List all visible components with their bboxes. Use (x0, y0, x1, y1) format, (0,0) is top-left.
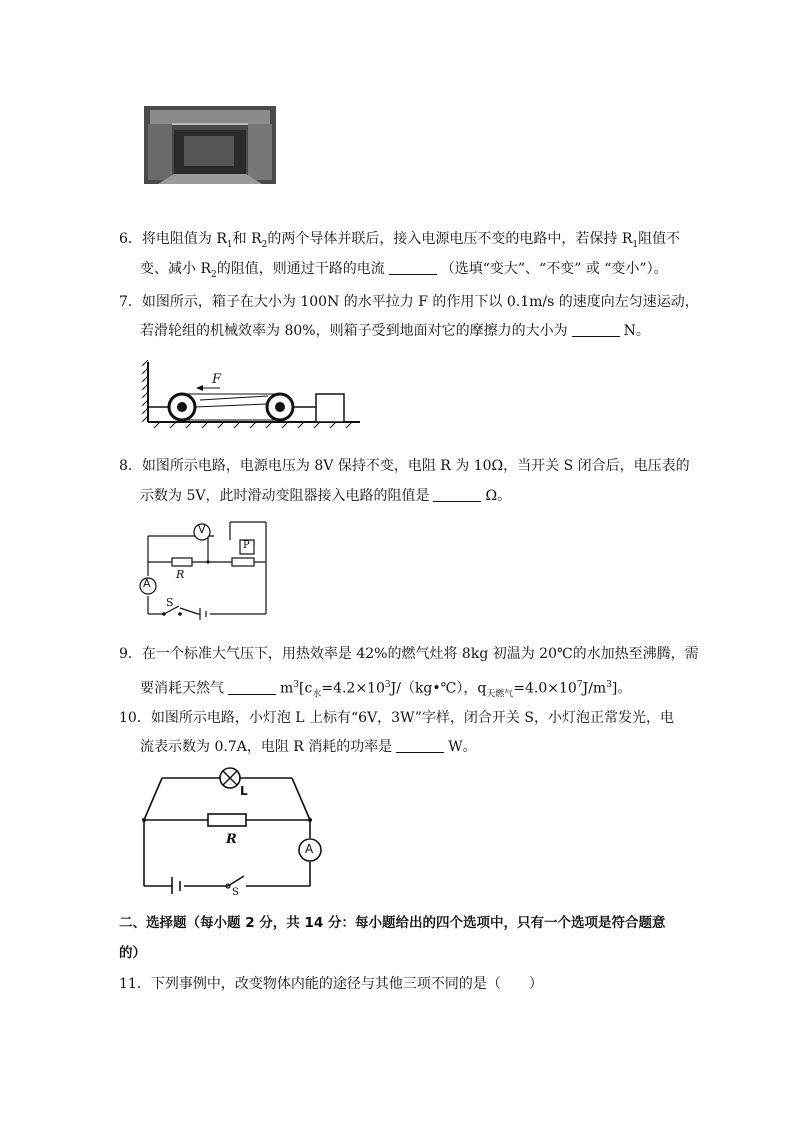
answer-blank[interactable] (389, 260, 437, 275)
answer-blank[interactable] (228, 680, 276, 695)
q8-line1: 8．如图所示电路，电源电压为 8V 保持不变，电阻 R 为 10Ω，当开关 S 闭合后，电压表的 (119, 458, 690, 474)
resistor-label: R (226, 832, 237, 847)
q6-line2: 变、减小 $R_2$的阻值，则通过干路的电流 （选填“变大”、“不变” 或 “变小”）。 (140, 261, 668, 280)
slider-label: P (243, 540, 250, 551)
switch-label: S (166, 596, 174, 609)
section-heading-cont: 的） (119, 945, 146, 961)
answer-blank[interactable] (572, 322, 620, 337)
top-photo (144, 106, 276, 184)
q10-line1: 10．如图所示电路，小灯泡 L 上标有“6V，3W”字样，闭合开关 S，小灯泡正常发光，电 (119, 710, 674, 726)
q8-line2: 示数为 5V，此时滑动变阻器接入电路的阻值是 Ω。 (140, 488, 512, 504)
ammeter-label: A (143, 577, 151, 590)
answer-blank[interactable] (396, 738, 444, 753)
voltmeter-label: V (198, 523, 206, 536)
q7-line2: 若滑轮组的机械效率为 80%，则箱子受到地面对它的摩擦力的大小为 N。 (140, 323, 650, 339)
q9-line1: 9．在一个标准大气压下，用热效率是 42%的燃气灶将 8kg 初温为 20℃的水加热至沸腾，需 (119, 646, 699, 662)
section-heading: 二、选择题（每小题 2 分，共 14 分：每小题给出的四个选项中，只有一个选项是符合题意 (119, 915, 666, 931)
circuit-figure-q10 (136, 758, 324, 898)
figure-label-f: F (212, 372, 222, 387)
lamp-label: L (240, 784, 248, 798)
pulley-figure (140, 360, 364, 436)
q6-line1: 6．将电阻值为 $R_1$和 $R_2$的两个导体并联后，接入电源电压不变的电路中，若保持 $R_1$阻值不 (119, 231, 681, 250)
switch-label: S (232, 887, 239, 898)
q7-line1: 7．如图所示，箱子在大小为 100N 的水平拉力 F 的作用下以 0.1m/s 的速度向左匀速运动， (119, 294, 699, 310)
q9-line2: 要消耗天然气 $m^3[c_水=4.2\times 10^3J/(kg•℃)$，$q_{天燃气}=4.0\times 10^7J/m^3$]。 (140, 680, 632, 700)
circuit-figure-q8 (136, 518, 270, 622)
answer-blank[interactable] (433, 487, 481, 502)
resistor-label: R (176, 568, 185, 581)
ammeter-label: A (305, 842, 314, 856)
q10-line2: 流表示数为 0.7A，电阻 R 消耗的功率是 W。 (140, 739, 477, 755)
q11-text: 11．下列事例中，改变物体内能的途径与其他三项不同的是（ ） (119, 976, 543, 992)
